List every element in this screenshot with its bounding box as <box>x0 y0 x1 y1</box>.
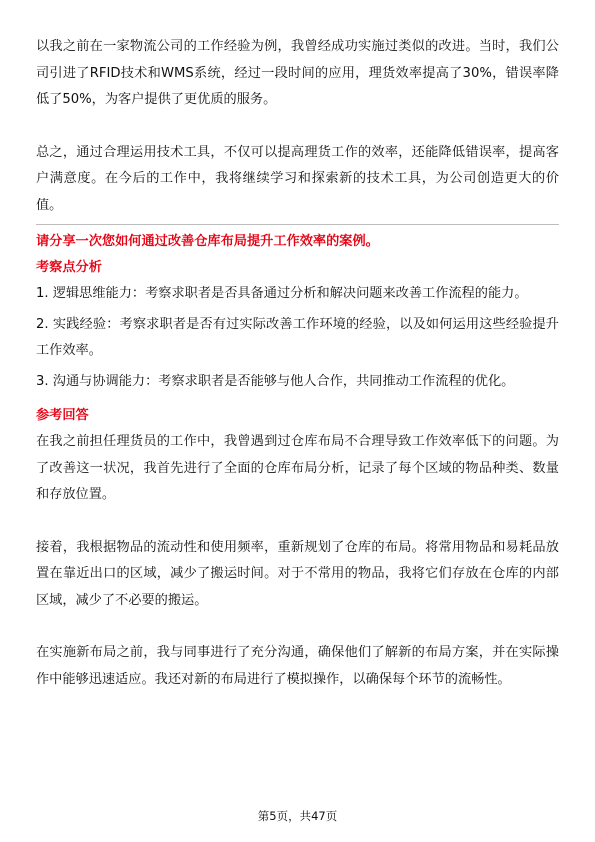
answer-paragraph-1: 在我之前担任理货员的工作中，我曾遇到过仓库布局不合理导致工作效率低下的问题。为了改善这一状况，我首先进行了全面的仓库布局分析，记录了每个区域的物品种类、数量和存放位置。 <box>36 434 559 502</box>
answer-paragraph-3: 在实施新布局之前，我与同事进行了充分沟通，确保他们了解新的布局方案，并在实际操作中能够迅速适应。我还对新的布局进行了模拟操作，以确保每个环节的流畅性。 <box>36 645 559 687</box>
intro-paragraph-1: 以我之前在一家物流公司的工作经验为例，我曾经成功实施过类似的改进。当时，我们公司引进了RFID技术和WMS系统，经过一段时间的应用，理货效率提高了30%，错误率降低了50%，为客户提供了更优质的服务。 <box>36 39 559 107</box>
analysis-point-2: 2. 实践经验：考察求职者是否有过实际改善工作环境的经验，以及如何运用这些经验提升工作效率。 <box>36 316 559 358</box>
section-divider <box>36 224 559 225</box>
question-heading: 请分享一次您如何通过改善仓库布局提升工作效率的案例。 <box>36 234 379 249</box>
analysis-title: 考察点分析 <box>36 260 102 275</box>
intro-paragraph-2: 总之，通过合理运用技术工具，不仅可以提高理货工作的效率，还能降低错误率，提高客户满意度。在今后的工作中，我将继续学习和探索新的技术工具，为公司创造更大的价值。 <box>36 144 559 213</box>
document-page <box>36 34 559 693</box>
analysis-point-3: 3. 沟通与协调能力：考察求职者是否能够与他人合作，共同推动工作流程的优化。 <box>36 373 515 389</box>
page-number: 第5页，共47页 <box>257 809 338 823</box>
answer-title: 参考回答 <box>36 408 89 423</box>
answer-paragraph-2: 接着，我根据物品的流动性和使用频率，重新规划了仓库的布局。将常用物品和易耗品放置在靠近出口的区域，减少了搬运时间。对于不常用的物品，我将它们存放在仓库的内部区域，减少了不必要的搬运。 <box>36 539 559 608</box>
analysis-point-1: 1. 逻辑思维能力：考察求职者是否具备通过分析和解决问题来改善工作流程的能力。 <box>36 286 528 301</box>
